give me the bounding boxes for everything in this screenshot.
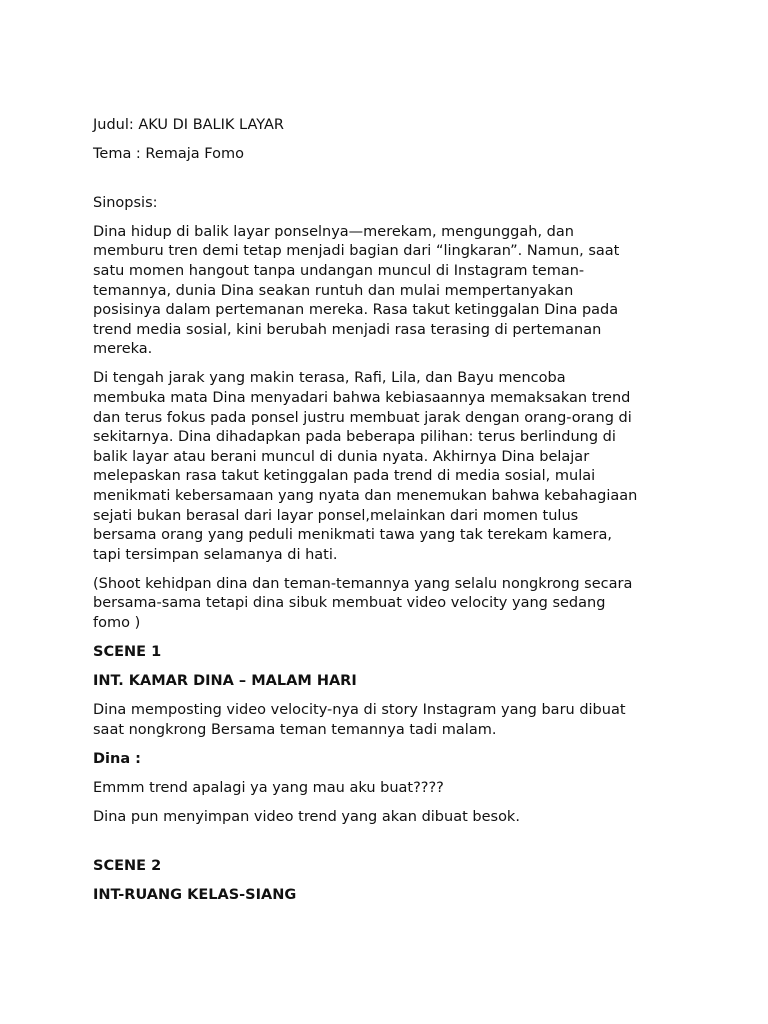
text-line: saat nongkrong Bersama teman temannya tadi malam. — [93, 721, 497, 738]
text-line: Di tengah jarak yang makin terasa, Rafi, Lila, dan Bayu mencoba — [93, 370, 566, 387]
text-line: bersama-sama tetapi dina sibuk membuat video velocity yang sedang — [93, 595, 606, 612]
text-line: posisinya dalam pertemanan mereka. Rasa takut ketinggalan Dina pada — [93, 302, 619, 319]
text-line: sekitarnya. Dina dihadapkan pada beberapa pilihan: terus berlindung di — [93, 429, 616, 446]
document-page — [93, 116, 683, 906]
text-line: membuka mata Dina menyadari bahwa kebiasaannya memaksakan trend — [93, 390, 631, 407]
text-line: mereka. — [93, 341, 153, 358]
scene-1-location: INT. KAMAR DINA – MALAM HARI — [93, 673, 357, 690]
synopsis-paragraph-2 — [93, 369, 683, 565]
text-line: dan terus fokus pada ponsel justru membuat jarak dengan orang-orang di — [93, 409, 632, 426]
text-line: sejati bukan berasal dari layar ponsel,melainkan dari momen tulus — [93, 507, 579, 524]
shoot-note-paragraph — [93, 575, 683, 634]
text-line: menikmati kebersamaan yang nyata dan menemukan bahwa kebahagiaan — [93, 488, 638, 504]
text-line: temannya, dunia Dina seakan runtuh dan mulai mempertanyakan — [93, 282, 574, 299]
scene-1-character: Dina : — [93, 751, 141, 768]
scene-1-dialogue: Emmm trend apalagi ya yang mau aku buat???? — [93, 780, 444, 797]
synopsis-label: Sinopsis: — [93, 194, 158, 211]
text-line: melepaskan rasa takut ketinggalan pada trend di media sosial, mulai — [93, 468, 596, 485]
text-line: satu momen hangout tanpa undangan muncul di Instagram teman- — [93, 262, 585, 279]
synopsis-paragraph-1 — [93, 223, 683, 360]
text-line: (Shoot kehidpan dina dan teman-temannya yang selalu nongkrong secara — [93, 575, 633, 592]
scene-1-action — [93, 701, 683, 740]
text-line: tapi tersimpan selamanya di hati. — [93, 546, 338, 563]
text-line: fomo ) — [93, 615, 141, 632]
text-line: trend media sosial, kini berubah menjadi rasa terasing di pertemanan — [93, 321, 602, 338]
title-line: Judul: AKU DI BALIK LAYAR — [93, 117, 284, 133]
scene-1-heading: SCENE 1 — [93, 644, 162, 661]
scene-2-heading: SCENE 2 — [93, 857, 162, 874]
text-line: balik layar atau berani muncul di dunia nyata. Akhirnya Dina belajar — [93, 448, 590, 465]
scene-2-location: INT-RUANG KELAS-SIANG — [93, 886, 297, 903]
text-line: bersama orang yang peduli menikmati tawa yang tak terekam kamera, — [93, 527, 612, 544]
text-line: Dina hidup di balik layar ponselnya—merekam, mengunggah, dan — [93, 223, 574, 240]
text-line: memburu tren demi tetap menjadi bagian dari “lingkaran”. Namun, saat — [93, 243, 620, 260]
scene-1-action-2: Dina pun menyimpan video trend yang akan dibuat besok. — [93, 809, 520, 826]
text-line: Dina memposting video velocity-nya di story Instagram yang baru dibuat — [93, 702, 626, 719]
theme-line: Tema : Remaja Fomo — [93, 146, 244, 163]
